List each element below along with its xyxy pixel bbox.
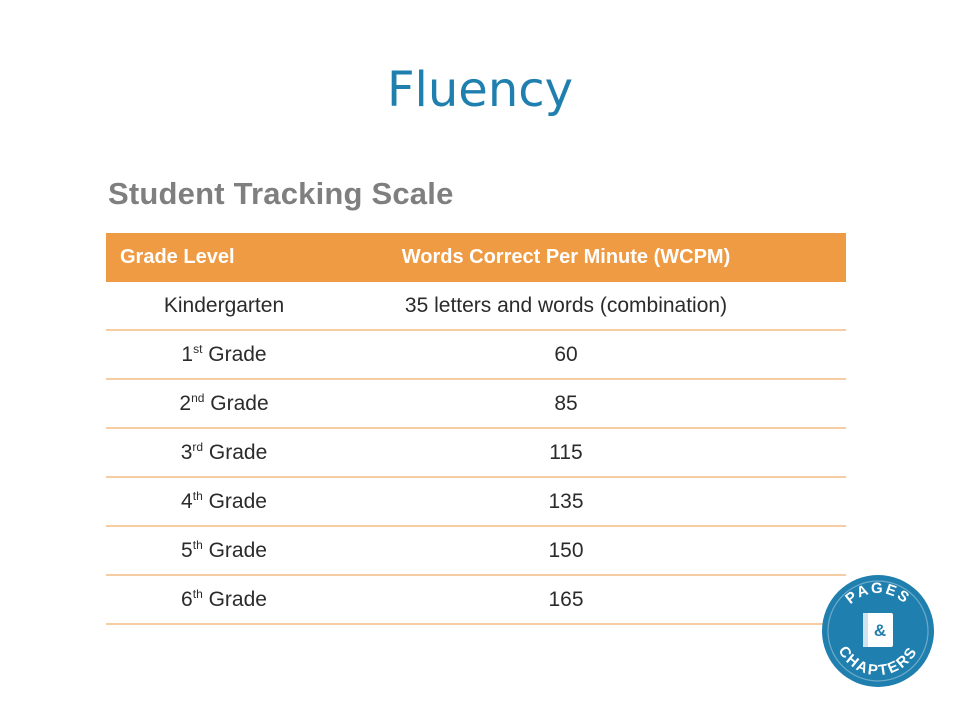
table-row xyxy=(106,428,846,477)
wcpm-cell: 35 letters and words (combination) xyxy=(366,282,846,330)
grade-cell: 6th Grade xyxy=(106,575,366,624)
table-header-row xyxy=(106,233,846,282)
table-row xyxy=(106,477,846,526)
logo-bottom-text: CHAPTERS xyxy=(834,643,922,680)
wcpm-cell: 165 xyxy=(366,575,846,624)
wcpm-cell: 150 xyxy=(366,526,846,575)
logo-top-text: PAGES xyxy=(842,579,914,608)
table-row xyxy=(106,575,846,624)
wcpm-cell: 85 xyxy=(366,379,846,428)
wcpm-cell: 60 xyxy=(366,330,846,379)
table-title: Student Tracking Scale xyxy=(108,176,454,211)
table-row xyxy=(106,282,846,330)
table-row xyxy=(106,379,846,428)
grade-cell: Kindergarten xyxy=(106,282,366,330)
header-grade-level: Grade Level xyxy=(106,233,366,282)
table-row xyxy=(106,330,846,379)
grade-cell: 3rd Grade xyxy=(106,428,366,477)
grade-cell: 2nd Grade xyxy=(106,379,366,428)
logo-ampersand: & xyxy=(873,621,887,640)
wcpm-cell: 115 xyxy=(366,428,846,477)
grade-cell: 5th Grade xyxy=(106,526,366,575)
pages-and-chapters-logo xyxy=(820,573,936,689)
grade-cell: 4th Grade xyxy=(106,477,366,526)
wcpm-cell: 135 xyxy=(366,477,846,526)
tracking-scale-table xyxy=(106,233,846,625)
grade-cell: 1st Grade xyxy=(106,330,366,379)
slide-title: Fluency xyxy=(386,62,574,118)
header-wcpm: Words Correct Per Minute (WCPM) xyxy=(366,233,846,282)
table-row xyxy=(106,526,846,575)
